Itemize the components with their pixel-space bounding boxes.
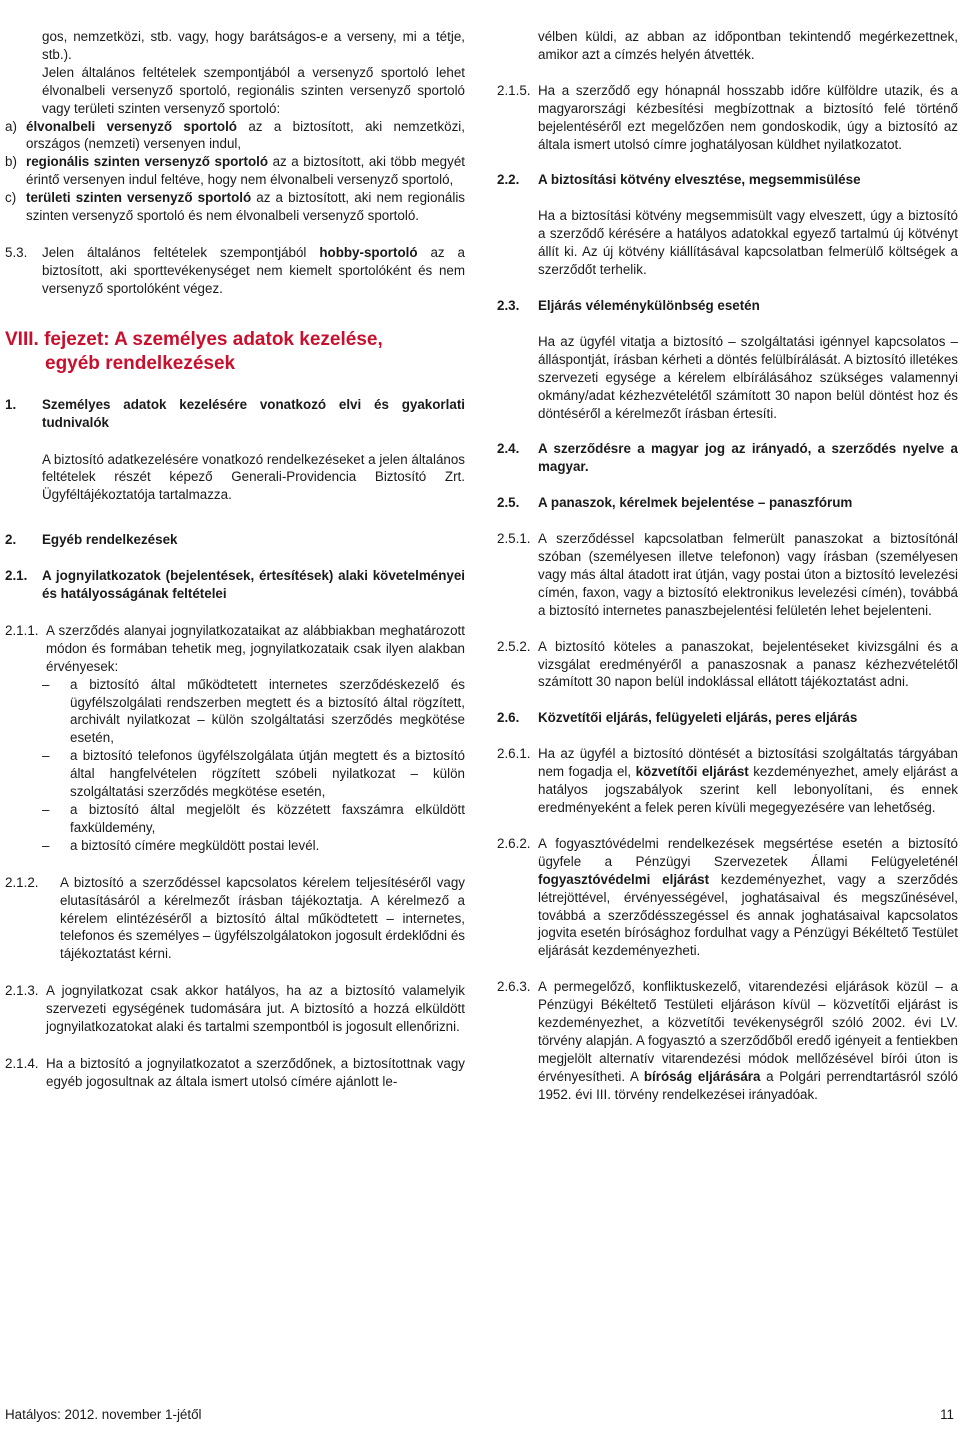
chapter-title: VIII. fejezet: A személyes adatok kezelése, egyéb rendelkezések [5,328,383,374]
list-item: c) területi szinten versenyző sportoló az a biztosított, aki nem regionális szinten versenyző sportoló és nem élvonalbeli versenyző sportoló. [5,190,465,224]
section-5-3: 5.3. Jelen általános feltételek szempontjából hobby-sportoló az a biztosított, aki sporttevékenységet nem kiemelt sportolóként és nem versenyző sportolóként végez. [5,244,466,296]
list-item: b) regionális szinten versenyző sportoló az a biztosított, aki több megyét érintő versenyen indul feltéve, hogy nem élvonalbeli versenyző sportoló, [5,154,465,188]
section-2-1-5: 2.1.5. Ha a szerződő egy hónapnál hosszabb időre külföldre utazik, és a magyarországi kézbesítési megbízottnak a biztosító felé történő bejelentéséről ezt megelőzően nem gondoskodik, úgy a biztosító az általa ismert utolsó címre joghatályosan küldhet nyilatkozatot. [497,82,958,152]
section-1-text: A biztosító adatkezelésére vonatkozó rendelkezéseket a jelen általános feltételek részét képező Generali-Providencia Biztosító Zrt. Ügyféltájékoztatója tartalmazza. [42,451,465,503]
section-2-5-heading: 2.5. A panaszok, kérelmek bejelentése – panaszfórum [497,495,853,511]
section-2-heading: 2. Egyéb rendelkezések [5,532,178,548]
section-1-heading: 1. Személyes adatok kezelésére vonatkozó elvi és gyakorlati tudnivalók [5,396,465,430]
section-2-5-2: 2.5.2. A biztosító köteles a panaszokat, bejelentéseket kivizsgálni és a vizsgálat eredményéről a panaszosnak a panasz kézhezvételétől számított 30 napon belül indoklással ellátott tájékoztatást adni. [497,638,958,690]
section-2-3-heading: 2.3. Eljárás véleménykülönbség esetén [497,297,760,313]
effective-date: Hatályos: 2012. november 1-jétől [5,1407,202,1422]
section-2-6-3: 2.6.3. A permegelőző, konfliktuskezelő, vitarendezési eljárások közül – a Pénzügyi Békéltető Testületi eljáráson kívül – közvetítői eljárást is kezdeményezhet, a közvetítői tevékenységről szóló 2002. évi LV. törvény alapján. A fogyasztó a szerződőből eredő igényeit a fentiekben megjelölt alternatív vitarendezési módok mellőzésével bírói úton is érvényesítheti. A bíróság eljárására a Polgári perrendtartásról szóló 1952. évi III. törvény rendelkezései irányadóak. [497,979,958,1102]
section-2-6-2: 2.6.2. A fogyasztóvédelmi rendelkezések megsértése esetén a biztosító ügyfele a Pénzügyi Szervezetek Állami Felügyeleténél fogyasztóvédelmi eljárást kezdeményezhet, vagy a szerződés létrejöttével, érvényességével, joghatásaival és megszűnésével, továbbá a szerződésszegéssel és annak joghatásaival kapcsolatos jogvita esetén bírósághoz fordulhat vagy a Pénzügyi Békéltető Testület eljárását kezdeményezheti. [497,835,959,959]
statement-forms-list [42,676,465,855]
list-item: a) élvonalbeli versenyző sportoló az a biztosított, aki nemzetközi, országos (nemzeti) versenyen indul, [5,118,465,152]
section-2-5-1: 2.5.1. A szerződéssel kapcsolatban felmerült panaszokat a biztosítónál szóban (személyesen illetve telefonon) vagy írásban (személyesen vagy más által átadott irat útján, vagy postai úton a biztosító levelezési címén, faxon, vagy a biztosító elektronikus levelezési címén), továbbá a biztosító internetes panaszbejelentési felületén lehet bejelenteni. [497,531,958,618]
left-column [5,28,465,1091]
section-2-1-2: 2.1.2. A biztosító a szerződéssel kapcsolatos kérelem teljesítéséről vagy elutasításáról a kérelmezőt írásban tájékoztatja. A kérelmező a kérelem elintézéséről a biztosító által működtetett – internetes, telefonos és személyes – ügyfélszolgálatokon jogosult érdeklődni és tájékoztatást kérni. [5,874,465,962]
competitor-list [5,118,465,225]
section-2-4: 2.4. A szerződésre a magyar jog az irányadó, a szerződés nyelve a magyar. [497,441,958,475]
section-2-1-1: 2.1.1. A szerződés alanyai jognyilatkozataikat az alábbiakban meghatározott módon és formában tehetik meg, jognyilatkozataik csak ilyen alakban érvényesek: [5,622,465,674]
list-item: – a biztosító telefonos ügyfélszolgálata útján megtett és a biztosító által hangfelvételen rögzített szóbeli nyilatkozat – külön szolgáltatási szerződés megkötése esetén, [42,748,465,800]
section-2-6-1: 2.6.1. Ha az ügyfél a biztosító döntését a biztosítási szolgáltatás tárgyában nem fogadja el, közvetítői eljárást kezdeményezhet, amely eljárást a hatályos jogszabályok szerint kell lebonyolítani, és ennek eredményeként a felek peren kívüli megegyezésére van lehetőség. [497,746,958,815]
section-2-1-4-continuation: vélben küldi, az abban az időpontban tekintendő megérkezettnek, amikor azt a címzés helyén átvették. [538,29,958,62]
competitor-definition: Jelen általános feltételek szempontjából a versenyző sportoló lehet élvonalbeli versenyző sportoló, regionális szinten versenyző sportoló vagy területi szinten versenyző sportoló: [42,64,465,116]
list-item: – a biztosító címére megküldött postai levél. [42,837,320,853]
section-2-1-heading: 2.1. A jognyilatkozatok (bejelentések, értesítések) alaki követelményei és hatályosságának feltételei [5,568,465,602]
section-2-1-3: 2.1.3. A jognyilatkozat csak akkor hatályos, ha az a biztosító valamelyik szervezeti egységének tudomására jut. A biztosító a hozzá elküldött jognyilatkozatokat alaki és tartalmi szempontból is jogosult ellenőrizni. [5,983,465,1035]
section-2-1-4: 2.1.4. Ha a biztosító a jognyilatkozatot a szerződőnek, a biztosítottnak vagy egyéb jogosultnak az általa ismert utolsó címére ajánlott le- [5,1055,465,1089]
section-2-3-text: Ha az ügyfél vitatja a biztosító – szolgáltatási igénnyel kapcsolatos – álláspontját, írásban kérheti a döntés felülbírálását. A biztosító illetékes szervezeti egysége a kérelem elbírálásához szükséges valamennyi okmány/adat kézhezvételétől számított 30 napon belül döntést hoz és döntéséről a kérelmezőt írásban értesíti. [538,333,958,421]
intro-continuation: gos, nemzetközi, stb. vagy, hogy barátságos-e a verseny, mi a tétje, stb.). [42,29,465,62]
section-2-6-heading: 2.6. Közvetítői eljárás, felügyeleti eljárás, peres eljárás [497,710,858,726]
right-column [497,28,958,1104]
list-item: – a biztosító által megjelölt és közzétett faxszámra elküldött faxküldemény, [42,802,465,835]
section-2-2-heading: 2.2. A biztosítási kötvény elvesztése, megsemmisülése [497,172,861,188]
page-number: 11 [940,1407,954,1422]
section-2-2-text: Ha a biztosítási kötvény megsemmisült vagy elveszett, úgy a biztosító a szerződő kérésére a hatályos adatokkal egyező tartalmú új kötvényt állít ki. Az új kötvény kiállításával kapcsolatban felmerülő költségek a szerződőt terhelik. [538,208,958,278]
list-item: – a biztosító által működtetett internetes szerződéskezelő és ügyfélszolgálati rendszerben megtett és a biztosító által rögzített, archivált nyilatkozat – külön szolgáltatási szerződés megkötése esetén, [42,676,465,746]
